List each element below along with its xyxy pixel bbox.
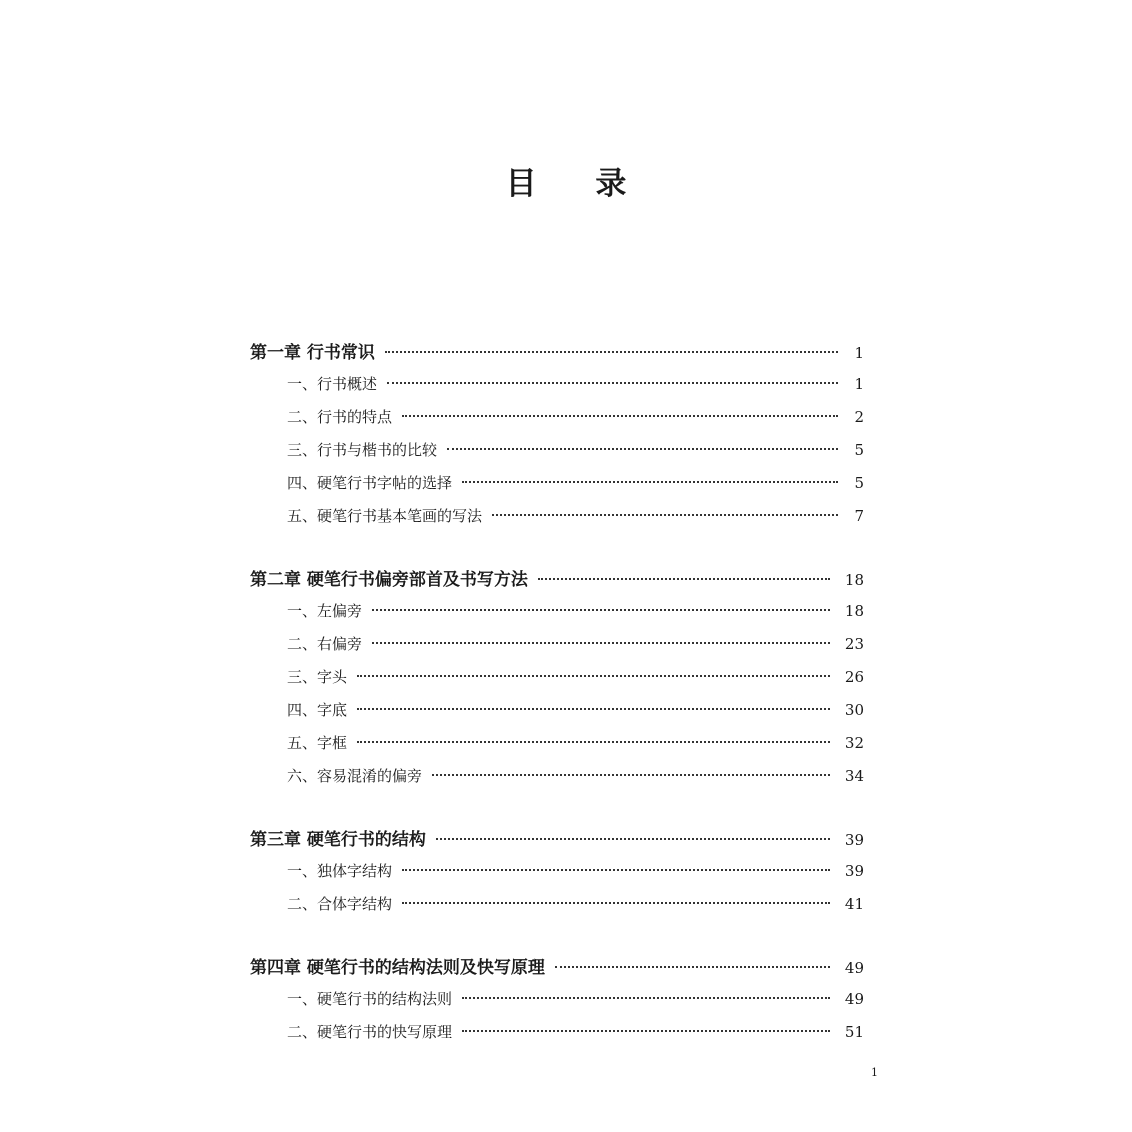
chapter-4 [250,953,864,1049]
toc-entry[interactable] [250,467,864,500]
chapter-heading[interactable] [250,565,864,595]
section-label: 一、硬笔行书的结构法则 [287,990,453,1008]
toc-entry[interactable] [250,595,864,628]
section-label: 三、行书与楷书的比较 [287,441,438,459]
toc-entry[interactable] [250,694,864,727]
chapter-heading[interactable] [250,953,864,983]
page-number: 49 [844,990,864,1008]
toc-entry[interactable] [250,727,864,760]
page-number: 18 [844,602,864,620]
toc-entry[interactable] [250,368,864,401]
chapter-1 [250,338,864,533]
section-label: 五、字框 [287,734,348,752]
dot-leader [357,741,830,743]
page-number: 26 [844,668,864,686]
page-number: 34 [844,767,864,785]
section-label: 二、行书的特点 [287,408,393,426]
section-label: 二、右偏旁 [287,635,363,653]
page-number: 23 [844,635,864,653]
page-number: 30 [844,701,864,719]
chapter-3 [250,825,864,921]
dot-leader [402,415,838,417]
section-label: 二、硬笔行书的快写原理 [287,1023,453,1041]
dot-leader [402,869,830,871]
dot-leader [387,382,838,384]
section-label: 一、独体字结构 [287,862,393,880]
section-label: 六、容易混淆的偏旁 [287,767,423,785]
toc-entry[interactable] [250,888,864,921]
dot-leader [492,514,838,516]
dot-leader [538,578,830,580]
page-folio: 1 [871,1066,878,1079]
dot-leader [555,966,830,968]
section-label: 二、合体字结构 [287,895,393,913]
section-label: 一、左偏旁 [287,602,363,620]
section-label: 三、字头 [287,668,348,686]
dot-leader [462,997,830,999]
page-number: 49 [844,959,864,977]
page-number: 2 [854,408,864,426]
dot-leader [447,448,838,450]
dot-leader [372,642,830,644]
page-number: 7 [854,507,864,525]
chapter-heading[interactable] [250,338,864,368]
page-title: 目 录 [505,166,651,202]
section-label: 四、硬笔行书字帖的选择 [287,474,453,492]
page-number: 39 [844,831,864,849]
dot-leader [357,708,830,710]
dot-leader [462,1030,830,1032]
section-label: 五、硬笔行书基本笔画的写法 [287,507,483,525]
toc-entry[interactable] [250,401,864,434]
dot-leader [432,774,830,776]
dot-leader [402,902,830,904]
page-number: 18 [844,571,864,589]
dot-leader [357,675,830,677]
section-label: 一、行书概述 [287,375,378,393]
page-number: 5 [854,474,864,492]
chapter-2 [250,565,864,793]
toc-entry[interactable] [250,434,864,467]
page-number: 51 [844,1023,864,1041]
toc-entry[interactable] [250,760,864,793]
chapter-label: 第二章 硬笔行书偏旁部首及书写方法 [250,570,528,590]
page-number: 1 [854,344,864,362]
toc-entry[interactable] [250,983,864,1016]
dot-leader [385,351,838,353]
page-number: 41 [844,895,864,913]
page-number: 32 [844,734,864,752]
section-label: 四、字底 [287,701,348,719]
toc-entry[interactable] [250,500,864,533]
table-of-contents [250,338,864,1081]
chapter-label: 第三章 硬笔行书的结构 [250,830,426,850]
dot-leader [462,481,838,483]
dot-leader [372,609,830,611]
toc-entry[interactable] [250,855,864,888]
page-number: 5 [854,441,864,459]
page-number: 1 [854,375,864,393]
dot-leader [436,838,830,840]
chapter-heading[interactable] [250,825,864,855]
chapter-label: 第一章 行书常识 [250,343,375,363]
toc-entry[interactable] [250,628,864,661]
toc-entry[interactable] [250,1016,864,1049]
chapter-label: 第四章 硬笔行书的结构法则及快写原理 [250,958,545,978]
page-number: 39 [844,862,864,880]
toc-entry[interactable] [250,661,864,694]
